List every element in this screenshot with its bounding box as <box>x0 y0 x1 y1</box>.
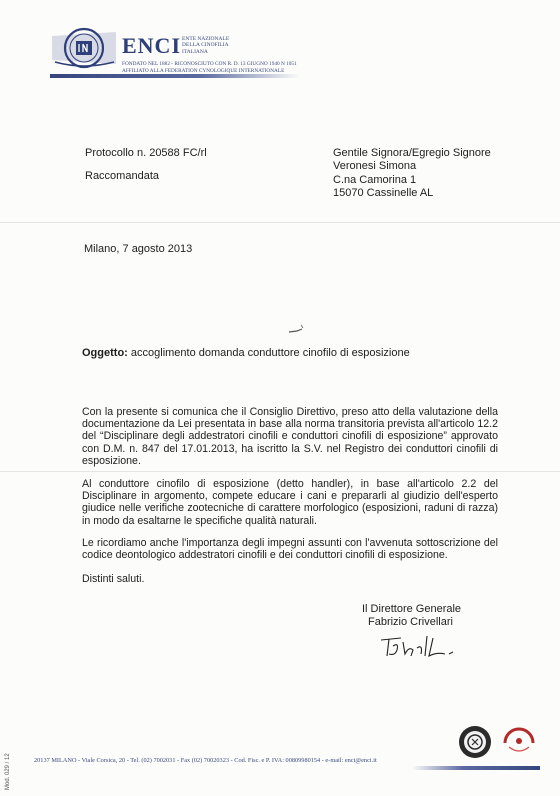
protocol-number: Protocollo n. 20588 FC/rl <box>85 147 207 159</box>
letterhead-founded: FONDATO NEL 1882 - RICONOSCIUTO CON R. D. 13 GIUGNO 1940 N 1051 AFFILIATO ALLA FEDERATION CYNOLOGIQUE INTERNATIONALE <box>122 61 297 74</box>
letterhead-full-name: ENTE NAZIONALE DELLA CINOFILIA ITALIANA <box>182 36 230 55</box>
signer-title: Il Direttore Generale <box>362 603 462 615</box>
handwritten-signature <box>377 632 469 662</box>
place-date: Milano, 7 agosto 2013 <box>84 243 193 255</box>
paper-fold-line <box>0 471 560 472</box>
footer-address: 20137 MILANO - Viale Corsica, 20 - Tel. (02) 7002031 - Fax (02) 70020323 - Cod. Fisc. e P. IVA: 00809980154 - e-mail: enci@enci.it <box>34 757 377 764</box>
accredited-seal-icon <box>457 724 493 760</box>
body-paragraph: Le ricordiamo anche l'importanza degli impegni assunti con l'avvenuta sottoscrizione del codice deontologico addestratori cinofili e dei conduttori cinofili di esposizione. <box>82 537 498 562</box>
ink-mark <box>287 322 307 336</box>
recipient-address: Gentile Signora/Egregio Signore Veronesi Simona C.na Camorina 1 15070 Cassinelle AL <box>333 147 491 199</box>
form-code: Mod. 029 / 12 <box>5 753 11 790</box>
signer-name: Fabrizio Crivellari <box>368 616 453 628</box>
signer-block <box>362 603 461 629</box>
closing: Distinti saluti. <box>82 573 145 585</box>
enci-emblem-icon <box>50 22 120 74</box>
subject-line <box>82 347 410 359</box>
delivery-method: Raccomandata <box>85 170 159 182</box>
subject-text: accoglimento domanda conduttore cinofilo di esposizione <box>130 347 410 359</box>
body-paragraph: Con la presente si comunica che il Consiglio Direttivo, preso atto della valutazione della documentazione da Lei presentata in base alla norma transitoria prevista all'articolo 12.2 del “Disciplinare degli addestratori cinofili e conduttori cinofili di esposizione” approvato con D.M. n. 847 del 17.01.2013, ha iscritto la S.V. nel Registro dei conduttori cinofili di esposizione. <box>82 406 498 467</box>
letterhead-rule <box>50 74 300 78</box>
body-paragraph: Al conduttore cinofilo di esposizione (detto handler), in base all'articolo 2.2 del Disciplinare in argomento, compete educare i cani e prepararli al giudizio dell'esperto giudice nelle verifiche zootecniche di carattere morfologico (esposizioni, raduni di razza) in modo da esaltarne le specifiche qualità naturali. <box>82 478 498 527</box>
letterhead-name: ENCI <box>122 33 182 58</box>
certification-seal-icon <box>499 721 539 761</box>
subject-label: Oggetto: <box>82 347 128 359</box>
paper-fold-line <box>0 222 560 223</box>
footer-rule <box>412 766 540 770</box>
